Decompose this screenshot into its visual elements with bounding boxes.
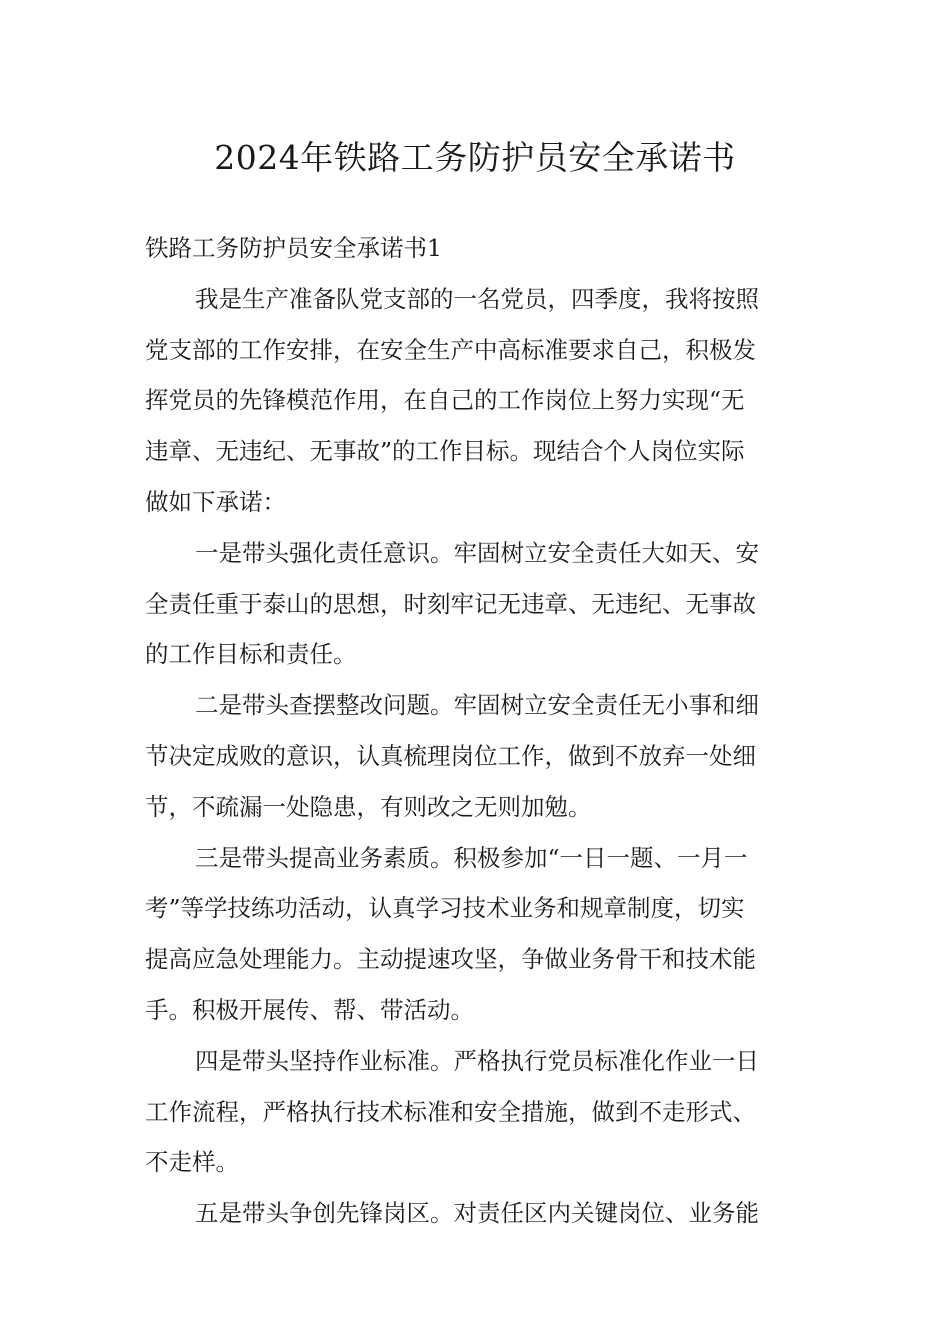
paragraph bbox=[145, 1188, 825, 1239]
paragraph-line: 节，不疏漏一处隐患，有则改之无则加勉。 bbox=[145, 792, 592, 821]
paragraph-line: 党支部的工作安排，在安全生产中高标准要求自己，积极发 bbox=[145, 335, 756, 364]
paragraph-line: 我是生产准备队党支部的一名党员，四季度，我将按照 bbox=[195, 284, 759, 313]
paragraph-line: 的工作目标和责任。 bbox=[145, 640, 357, 669]
document-subtitle: 铁路工务防护员安全承诺书1 bbox=[145, 234, 442, 262]
paragraph-line: 全责任重于泰山的思想，时刻牢记无违章、无违纪、无事故 bbox=[145, 589, 756, 618]
paragraph bbox=[145, 680, 825, 832]
document-body bbox=[145, 223, 825, 1239]
paragraph-line: 三是带头提高业务素质。积极参加“一日一题、一月一 bbox=[195, 843, 748, 872]
paragraph-line: 考”等学技练功活动，认真学习技术业务和规章制度，切实 bbox=[145, 894, 745, 923]
paragraph-line: 一是带头强化责任意识。牢固树立安全责任大如天、安 bbox=[195, 538, 759, 567]
paragraph-line: 二是带头查摆整改问题。牢固树立安全责任无小事和细 bbox=[195, 691, 759, 720]
paragraph-line: 五是带头争创先锋岗区。对责任区内关键岗位、业务能 bbox=[195, 1199, 759, 1228]
paragraph-line: 违章、无违纪、无事故”的工作目标。现结合个人岗位实际 bbox=[145, 437, 745, 466]
document-title: 2024年铁路工务防护员安全承诺书 bbox=[214, 138, 736, 177]
paragraph-list bbox=[145, 274, 825, 1239]
paragraph bbox=[145, 1036, 825, 1188]
paragraph bbox=[145, 833, 825, 1036]
paragraph-line: 手。积极开展传、帮、带活动。 bbox=[145, 995, 474, 1024]
paragraph-line: 挥党员的先锋模范作用，在自己的工作岗位上努力实现“无 bbox=[145, 386, 745, 415]
paragraph-line: 工作流程，严格执行技术标准和安全措施，做到不走形式、 bbox=[145, 1097, 756, 1126]
paragraph-line: 做如下承诺： bbox=[145, 487, 286, 516]
paragraph-line: 不走样。 bbox=[145, 1148, 239, 1177]
paragraph-line: 节决定成败的意识，认真梳理岗位工作，做到不放弃一处细 bbox=[145, 741, 756, 770]
paragraph-line: 四是带头坚持作业标准。严格执行党员标准化作业一日 bbox=[195, 1046, 759, 1075]
paragraph-line: 提高应急处理能力。主动提速攻坚，争做业务骨干和技术能 bbox=[145, 945, 756, 974]
paragraph bbox=[145, 274, 825, 528]
paragraph bbox=[145, 528, 825, 680]
